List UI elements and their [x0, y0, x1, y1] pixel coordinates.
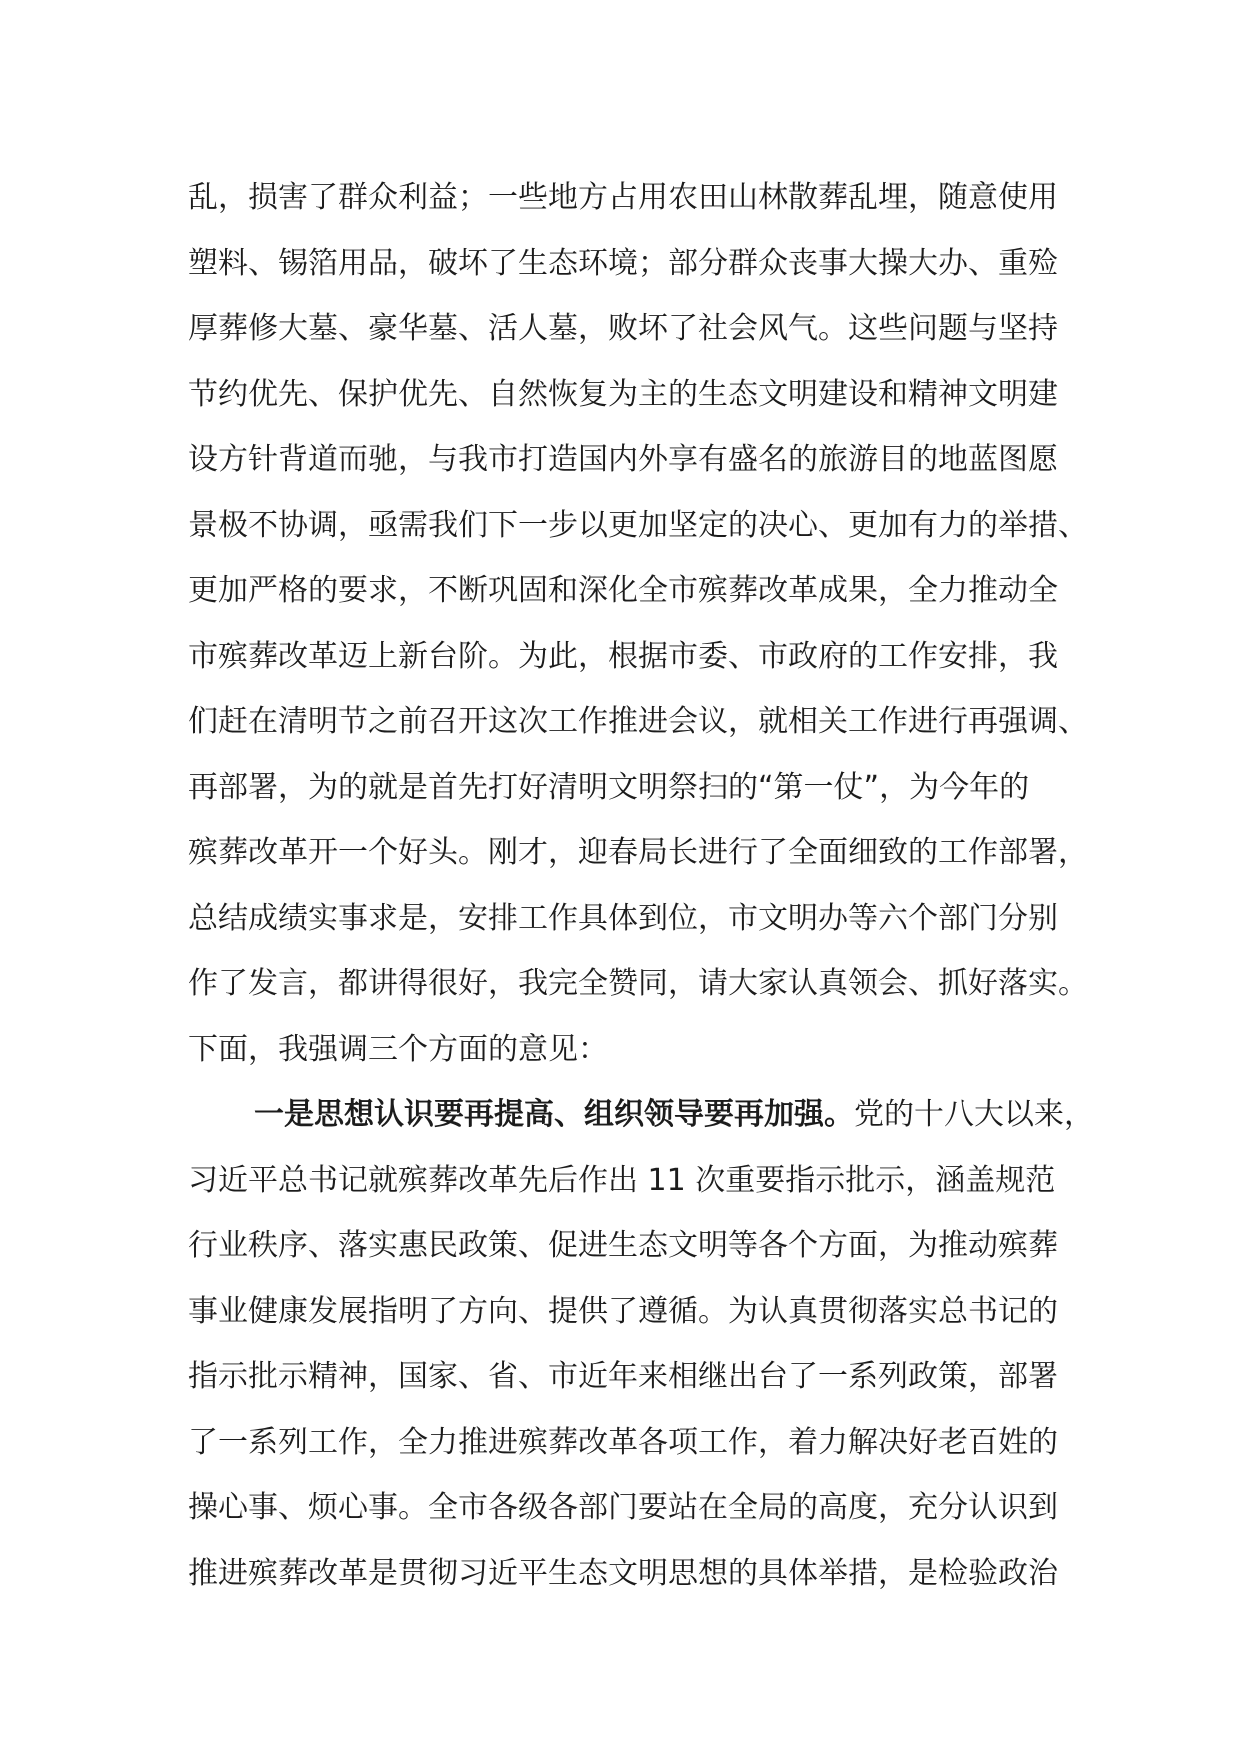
- text-line: 厚葬修大墓、豪华墓、活人墓，败坏了社会风气。这些问题与坚持: [188, 311, 1058, 346]
- section-first-line: [188, 1082, 1094, 1148]
- text-line: 们赶在清明节之前召开这次工作推进会议，就相关工作进行再强调、: [188, 704, 1088, 739]
- text-line: 操心事、烦心事。全市各级各部门要站在全局的高度，充分认识到: [188, 1490, 1058, 1525]
- text-line: 总结成绩实事求是，安排工作具体到位，市文明办等六个部门分别: [188, 900, 1058, 936]
- text-line: 行业秩序、落实惠民政策、促进生态文明等各个方面，为推动殡葬: [188, 1228, 1058, 1263]
- text-line: 塑料、锡箔用品，破坏了生态环境；部分群众丧事大操大办、重殓: [188, 245, 1058, 281]
- text-line: 设方针背道而驰，与我市打造国内外享有盛名的旅游目的地蓝图愿: [188, 442, 1058, 477]
- text-line: 了一系列工作，全力推进殡葬改革各项工作，着力解决好老百姓的: [188, 1424, 1058, 1460]
- text-line: 习近平总书记就殡葬改革先后作出 11 次重要指示批示，涵盖规范: [188, 1162, 1056, 1198]
- text-line: 市殡葬改革迈上新台阶。为此，根据市委、市政府的工作安排，我: [188, 638, 1058, 674]
- text-line: 殡葬改革开一个好头。刚才，迎春局长进行了全面细致的工作部署，: [188, 835, 1088, 870]
- text-line: 乱，损害了群众利益；一些地方占用农田山林散葬乱埋，随意使用: [188, 180, 1058, 215]
- text-line: 景极不协调，亟需我们下一步以更加坚定的决心、更加有力的举措、: [188, 507, 1088, 543]
- text-line: 节约优先、保护优先、自然恢复为主的生态文明建设和精神文明建: [188, 376, 1058, 412]
- body-text: [188, 165, 1094, 1606]
- text-line: 下面，我强调三个方面的意见：: [188, 1031, 608, 1067]
- text-line: 更加严格的要求，不断巩固和深化全市殡葬改革成果，全力推动全: [188, 573, 1058, 608]
- text-line: 再部署，为的就是首先打好清明文明祭扫的“第一仗”，为今年的: [188, 769, 1030, 805]
- section-first-line-text: 党的十八大以来，: [854, 1097, 1094, 1132]
- text-line: 推进殡葬改革是贯彻习近平生态文明思想的具体举措，是检验政治: [188, 1555, 1058, 1591]
- text-line: 作了发言，都讲得很好，我完全赞同，请大家认真领会、抓好落实。: [188, 966, 1088, 1001]
- text-line: 指示批示精神，国家、省、市近年来相继出台了一系列政策，部署: [188, 1359, 1058, 1394]
- section-heading: 一是思想认识要再提高、组织领导要再加强。: [254, 1097, 854, 1132]
- text-line: 事业健康发展指明了方向、提供了遵循。为认真贯彻落实总书记的: [188, 1293, 1058, 1329]
